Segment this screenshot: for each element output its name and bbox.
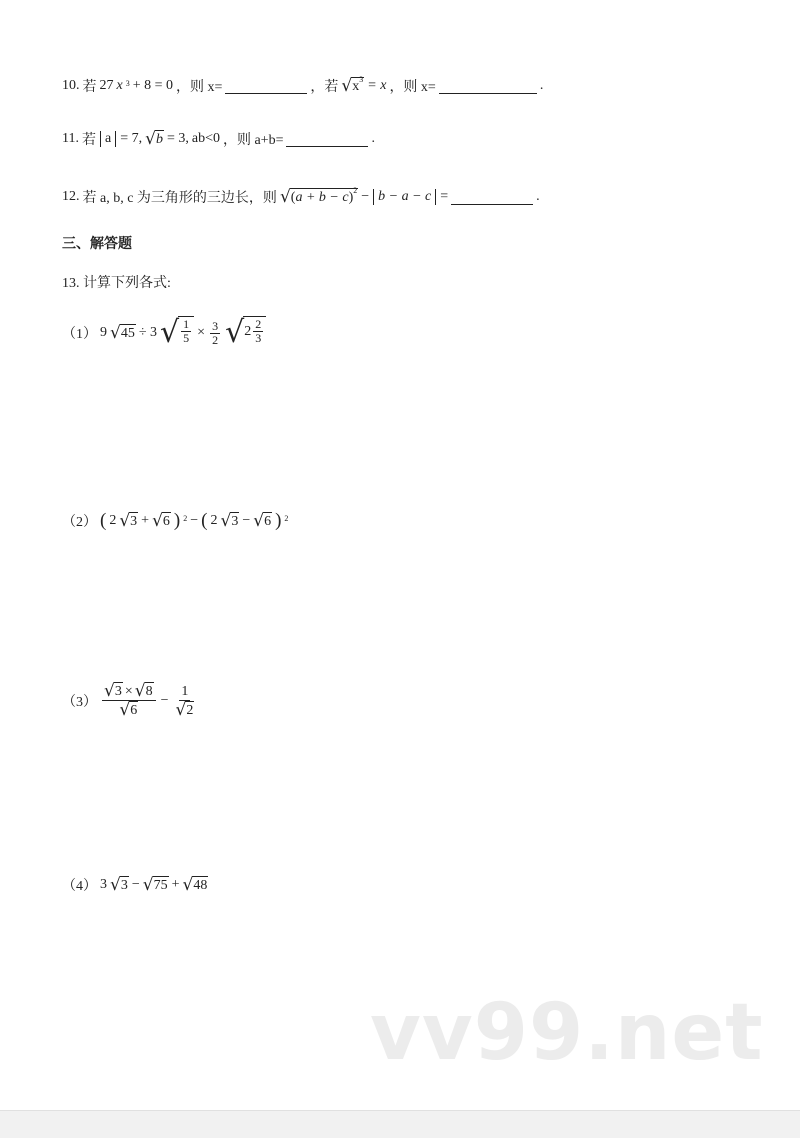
p1-coef: 9: [100, 325, 107, 340]
p2-rparen: ): [173, 510, 181, 531]
p1-fraction: [210, 320, 220, 347]
bottom-bar: [0, 1110, 800, 1138]
radical-sign-icon: √: [182, 875, 194, 895]
q11-sqrt: [145, 130, 164, 148]
p4-r3: 3: [120, 878, 128, 893]
p1-times: ×: [197, 325, 206, 340]
p4-sqrt-75: [143, 876, 169, 894]
abs-bar-icon: [115, 131, 116, 147]
p2-lparen: (: [100, 510, 107, 531]
p1-whole: 2: [244, 323, 252, 339]
p2-sqrt-6a: [152, 512, 171, 530]
section-title: 三、解答题: [62, 236, 132, 252]
q10-blank-1[interactable]: [225, 79, 307, 94]
q10-equation-rest: + 8 = 0: [132, 78, 174, 93]
p2-label: （2）: [62, 515, 97, 530]
radical-sign-icon: √: [134, 681, 146, 701]
section-heading: [62, 233, 132, 253]
question-10: 10. 若 27 x $^3$ + 8 = 0 ，则 x= ，若 √ $x^3$ = x ，则 x= .: [62, 75, 544, 96]
q11-eq7: = 7,: [120, 131, 143, 146]
q12-blank[interactable]: [451, 190, 533, 205]
p3-r3: 3: [114, 684, 122, 699]
q13-part-1: [62, 316, 266, 350]
p4-sqrt-3: [110, 876, 129, 894]
p2-sqrt-3a: [119, 512, 138, 530]
p4-r75: 75: [153, 878, 168, 893]
q12-abs: b − a − c: [378, 189, 432, 204]
q10-eq-x: = x: [367, 78, 387, 93]
p3-fraction-2: [174, 683, 197, 720]
p2-lparen-2: (: [201, 510, 208, 531]
q13-part-2: （2） ( 2 √ 3 + √ 6 ) $^2$ − ( 2 √ 3 − √ 6 ) $^2$: [62, 510, 289, 531]
abs-bar-icon: [435, 189, 436, 205]
radical-sign-icon: √: [152, 511, 163, 531]
p3-label: （3）: [62, 695, 97, 710]
p2-minus: −: [190, 513, 199, 528]
radical-sign-icon: √: [145, 129, 156, 149]
p2-sqrt-6b: [253, 512, 272, 530]
radical-sign-icon: √: [110, 875, 121, 895]
q10-sqrt-exponent: 3: [359, 75, 364, 85]
question-11: [62, 129, 375, 149]
q10-blank-2[interactable]: [439, 79, 537, 94]
p2-sqrt-3b: [220, 512, 239, 530]
p3-minus: −: [160, 693, 169, 708]
p2-coef-b: 2: [210, 513, 218, 528]
p1-f2-num: 3: [212, 318, 219, 333]
q13-title: 13. 计算下列各式:: [62, 276, 171, 291]
p3-one: 1: [181, 683, 189, 699]
question-13-title: [62, 272, 171, 292]
q12-sqrt: √ $(a + b - c)^2$: [279, 186, 358, 207]
p4-coef: 3: [100, 877, 107, 892]
q11-eq3: = 3,: [166, 131, 189, 146]
p1-f3-num: 2: [255, 317, 262, 331]
p1-sqrt-frac: [160, 316, 194, 350]
q12-square: 2: [353, 186, 358, 196]
p2-r3b: 3: [231, 514, 239, 529]
p2-plus: +: [141, 513, 150, 528]
q11-b: b: [155, 132, 163, 147]
p2-coef-a: 2: [109, 513, 117, 528]
p3-r8: 8: [145, 684, 153, 699]
p3-times: ×: [124, 683, 133, 699]
q11-a: a: [104, 131, 112, 146]
radical-sign-icon: √: [142, 875, 154, 895]
question-12: [62, 187, 540, 207]
p3-r2: 2: [186, 702, 194, 718]
radical-sign-icon: √: [253, 511, 265, 531]
radical-sign-icon: √: [279, 187, 291, 207]
p2-minus-2: −: [242, 513, 251, 528]
radical-sign-icon: √: [119, 700, 131, 720]
q11-end: .: [371, 131, 375, 146]
p1-label: （1）: [62, 327, 97, 342]
q13-part-3: [62, 682, 198, 720]
p1-sqrt-45: [110, 324, 136, 342]
radical-sign-icon: √: [110, 323, 121, 343]
q10-sqrt: [341, 77, 364, 95]
p2-r6b: 6: [264, 514, 272, 529]
p3-r6: 6: [130, 703, 138, 718]
q11-number: 11.: [62, 131, 79, 146]
q10-comma-if: ，若: [310, 80, 339, 95]
p1-f2-den: 2: [212, 332, 219, 347]
q12-eq: =: [440, 189, 449, 204]
p2-r6a: 6: [162, 514, 170, 529]
q13-part-4: [62, 875, 208, 895]
p4-plus: +: [171, 877, 180, 892]
q11-then: ，则 a+b=: [222, 133, 284, 148]
p1-div: ÷ 3: [138, 325, 158, 340]
p2-r3a: 3: [130, 514, 138, 529]
q10-end: .: [539, 78, 544, 93]
radical-sign-icon: √: [175, 699, 187, 720]
p1-sqrt-mixed: [225, 316, 266, 350]
q12-end: .: [536, 189, 540, 204]
q10-variable: x: [116, 78, 123, 93]
p1-radicand-45: 45: [120, 326, 135, 341]
radical-sign-icon: √: [104, 681, 115, 701]
abs-bar-icon: [100, 131, 101, 147]
radical-sign-icon: √: [341, 76, 353, 96]
radical-sign-icon: √: [225, 315, 245, 350]
q10-if: 若: [82, 80, 97, 95]
radical-sign-icon: √: [119, 511, 131, 531]
q10-then-1: ，则 x=: [176, 80, 223, 95]
q10-coefficient: 27: [99, 78, 114, 93]
q12-minus: −: [361, 189, 370, 204]
q12-inner: a + b − c: [295, 190, 349, 205]
q10-sqrt-x: x: [352, 79, 360, 94]
q10-then-2: ，则 x=: [389, 80, 436, 95]
q12-number: 12.: [62, 189, 80, 204]
p4-label: （4）: [62, 879, 97, 894]
p3-fraction-1: [102, 682, 156, 720]
q11-condition: ab<0: [191, 131, 220, 146]
p1-f1-den: 5: [183, 331, 190, 345]
p4-minus: −: [131, 877, 140, 892]
radical-sign-icon: √: [220, 511, 232, 531]
radical-sign-icon: √: [160, 315, 180, 350]
q12-text: 若 a, b, c 为三角形的三边长，则: [82, 191, 277, 206]
p2-rparen-2: ): [275, 510, 282, 531]
q11-blank[interactable]: [286, 132, 368, 147]
watermark: vv99.net: [370, 988, 764, 1078]
q10-number: 10.: [62, 78, 80, 93]
abs-bar-icon: [373, 189, 374, 205]
q11-if: 若: [81, 133, 96, 148]
p4-sqrt-48: [183, 876, 209, 894]
p4-r48: 48: [193, 878, 208, 893]
p1-f1-num: 1: [183, 317, 190, 331]
p1-f3-den: 3: [255, 331, 262, 345]
